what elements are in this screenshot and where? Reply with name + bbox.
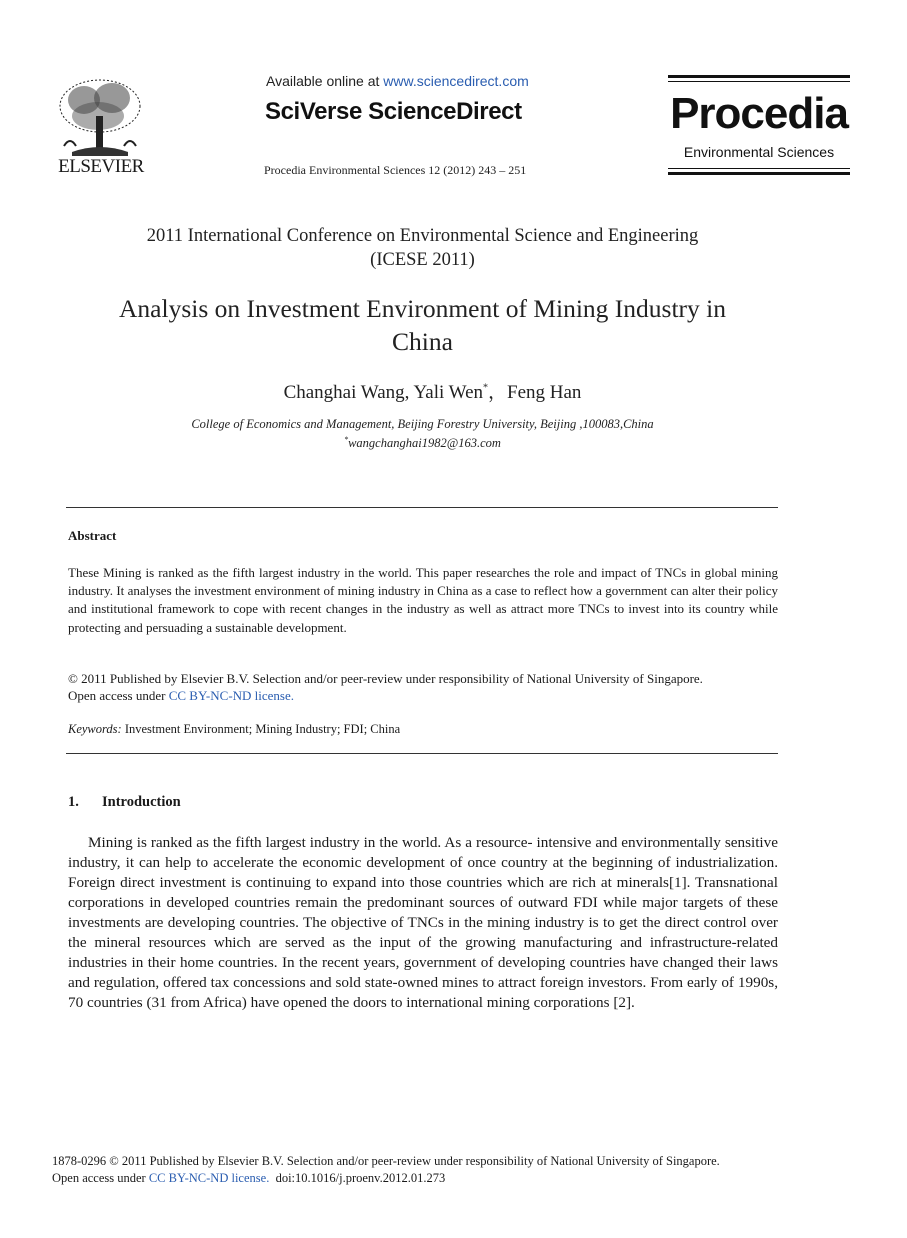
authors-part-2: ，Feng Han [488,382,582,403]
open-access-line [68,687,778,704]
journal-brand: Procedia [670,89,848,138]
copyright-block [68,670,778,704]
email-line [0,432,845,451]
logo-rule-bottom-thin [668,168,850,169]
title-line-2: China [392,327,453,356]
license-link[interactable]: CC BY-NC-ND license. [168,688,295,703]
conference-name [0,224,845,272]
footer-copyright: 1878-0296 © 2011 Published by Elsevier B.V. Selection and/or peer-review under responsibility of National University of Singapore. [52,1154,720,1168]
conference-line-1: 2011 International Conference on Environmental Science and Engineering [146,226,699,246]
divider-bottom [66,753,778,754]
keywords-label: Keywords: [68,722,122,736]
footer-license-link[interactable]: CC BY-NC-ND license. [148,1171,270,1185]
authors-part-1: Changhai Wang, Yali Wen [283,382,484,403]
availability-line [266,73,529,89]
abstract-text: These Mining is ranked as the fifth largest industry in the world. This paper researches the role and impact of TNCs in global mining industry. It analyses the investment environment of mining industry in China as a case to reflect how a government can alter their policy and institutional framework to cope with recent changes in the industry as well as attract more TNCs to invest into its country while protecting and persuading a sustainable development. [68,565,778,635]
affiliation: College of Economics and Management, Beijing Forestry University, Beijing ,100083,China [191,417,654,431]
procedia-logo [668,75,850,176]
sciencedirect-link[interactable]: www.sciencedirect.com [383,73,529,89]
doi: doi:10.1016/j.proenv.2012.01.273 [275,1171,446,1185]
affiliation-block [0,416,845,451]
keywords-value: Investment Environment; Mining Industry; FDI; China [121,722,401,736]
keywords-line [68,722,400,737]
author-email: wangchanghai1982@163.com [348,436,501,451]
title-line-1: Analysis on Investment Environment of Mining Industry in [119,294,726,323]
copyright-line: © 2011 Published by Elsevier B.V. Selection and/or peer-review under responsibility of National University of Singapore. [68,671,703,686]
abstract-heading: Abstract [68,528,117,543]
availability-prefix: Available online at [266,73,384,89]
logo-rule-top-thin [668,81,850,82]
conference-line-2: (ICESE 2011) [370,250,475,270]
author-list [0,377,865,404]
footer [52,1153,852,1187]
introduction-paragraph: Mining is ranked as the fifth largest industry in the world. As a resource- intensive and environmentally sensitive industry, it can help to accelerate the economic development of once country at the beginning of industrialization. Foreign direct investment is continuing to expand into those countries which are rich at minerals[1]. Transnational corporations in developed countries remain the predominant sources of outward FDI while major targets of these investments are developing countries. The objective of TNCs in the mining industry is to get the direct control over the mineral resources which are served as the input of the growing manufacturing and infrastructure-related industries in their home countries. In the recent years, government of developing countries have changed their laws and regulation, offered tax concessions and sold state-owned mines to attract foreign investors. From early of 1990s, 70 countries (31 from Africa) have opened the doors to international mining corporations [2]. [68,834,778,1011]
footer-open-access [52,1170,852,1187]
journal-subtitle: Environmental Sciences [683,144,835,160]
footer-open-access-prefix: Open access under [52,1171,149,1185]
section-title: Introduction [102,794,181,810]
platform-logo: SciVerse ScienceDirect [265,98,522,125]
corresponding-mark: * [483,382,489,394]
journal-reference: Procedia Environmental Sciences 12 (2012) 243 – 251 [264,163,527,177]
open-access-prefix: Open access under [68,688,169,703]
email-mark: * [344,435,349,444]
paper-title [0,292,845,358]
section-heading [68,794,181,811]
divider-top [66,507,778,508]
section-number: 1. [68,794,79,810]
logo-rule-bottom [668,172,850,175]
publisher-name: ELSEVIER [58,156,144,177]
logo-rule-top [668,75,850,78]
